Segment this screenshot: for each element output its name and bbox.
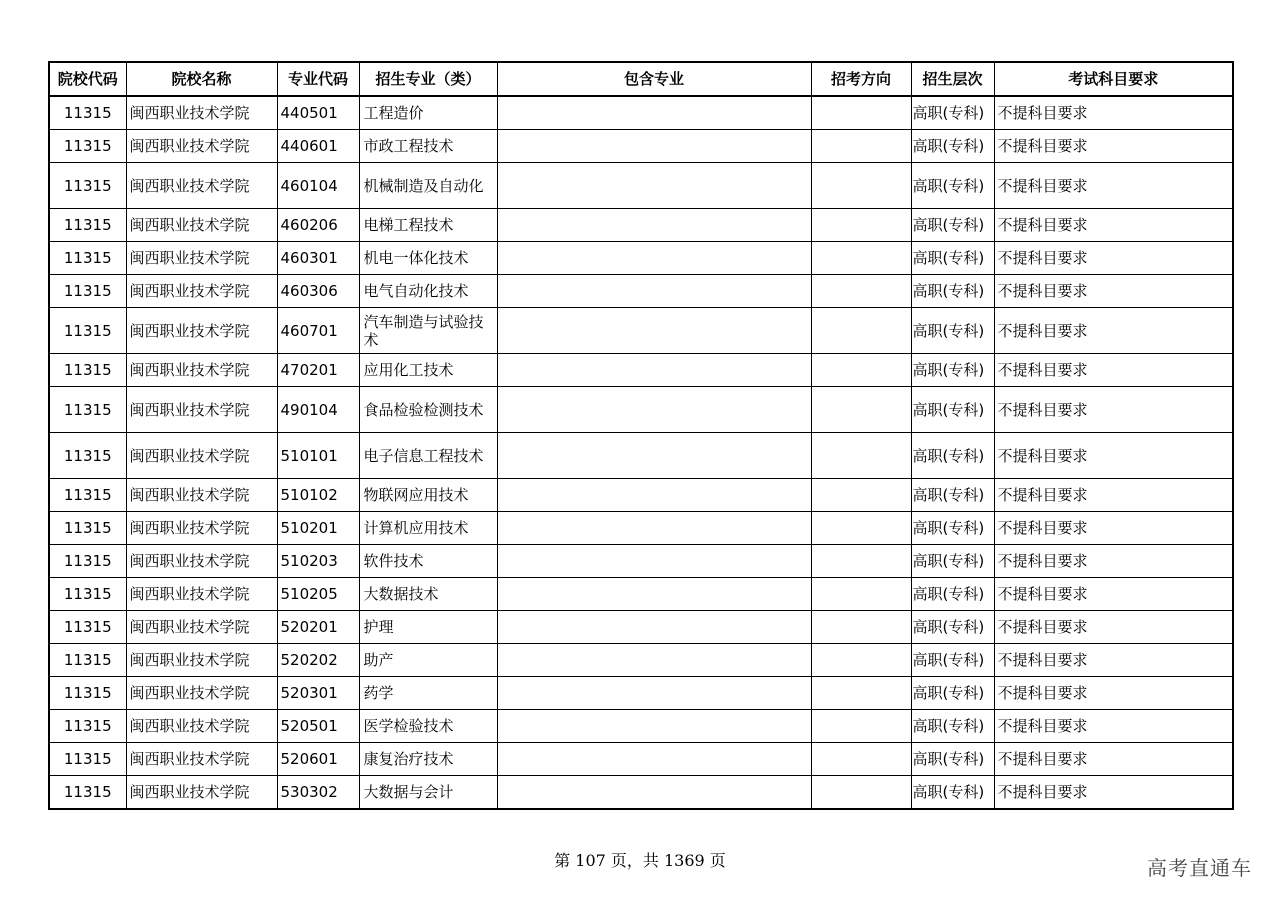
cell-school-name: 闽西职业技术学院 [126, 96, 277, 130]
cell-requirement: 不提科目要求 [994, 130, 1233, 163]
cell-major: 大数据技术 [359, 578, 497, 611]
cell-school-code: 11315 [49, 163, 126, 209]
table-row [49, 242, 1233, 275]
cell-level: 高职(专科) [911, 130, 994, 163]
cell-school-name: 闽西职业技术学院 [126, 163, 277, 209]
cell-requirement: 不提科目要求 [994, 710, 1233, 743]
cell-requirement: 不提科目要求 [994, 242, 1233, 275]
cell-included-majors [497, 242, 811, 275]
table-row [49, 308, 1233, 354]
cell-included-majors [497, 354, 811, 387]
cell-level: 高职(专科) [911, 710, 994, 743]
cell-major: 市政工程技术 [359, 130, 497, 163]
cell-direction [811, 677, 911, 710]
cell-included-majors [497, 387, 811, 433]
table-row [49, 677, 1233, 710]
table-row [49, 209, 1233, 242]
table-body [49, 96, 1233, 809]
cell-included-majors [497, 743, 811, 776]
cell-requirement: 不提科目要求 [994, 611, 1233, 644]
cell-school-code: 11315 [49, 275, 126, 308]
cell-requirement: 不提科目要求 [994, 354, 1233, 387]
cell-included-majors [497, 710, 811, 743]
cell-requirement: 不提科目要求 [994, 387, 1233, 433]
cell-school-name: 闽西职业技术学院 [126, 545, 277, 578]
cell-direction [811, 209, 911, 242]
cell-major-code: 490104 [277, 387, 359, 433]
cell-major-code: 510101 [277, 433, 359, 479]
cell-major-code: 460301 [277, 242, 359, 275]
cell-school-code: 11315 [49, 387, 126, 433]
cell-included-majors [497, 308, 811, 354]
cell-level: 高职(专科) [911, 677, 994, 710]
cell-major-code: 530302 [277, 776, 359, 810]
cell-major-code: 510102 [277, 479, 359, 512]
cell-school-code: 11315 [49, 308, 126, 354]
cell-school-code: 11315 [49, 578, 126, 611]
cell-school-name: 闽西职业技术学院 [126, 677, 277, 710]
cell-level: 高职(专科) [911, 545, 994, 578]
cell-requirement: 不提科目要求 [994, 275, 1233, 308]
cell-level: 高职(专科) [911, 512, 994, 545]
cell-direction [811, 545, 911, 578]
cell-school-name: 闽西职业技术学院 [126, 308, 277, 354]
cell-requirement: 不提科目要求 [994, 308, 1233, 354]
cell-included-majors [497, 644, 811, 677]
cell-requirement: 不提科目要求 [994, 545, 1233, 578]
cell-included-majors [497, 512, 811, 545]
header-school-code: 院校代码 [49, 62, 126, 96]
cell-major: 电子信息工程技术 [359, 433, 497, 479]
table-row [49, 354, 1233, 387]
cell-requirement: 不提科目要求 [994, 512, 1233, 545]
cell-major-code: 520301 [277, 677, 359, 710]
cell-requirement: 不提科目要求 [994, 433, 1233, 479]
cell-major: 护理 [359, 611, 497, 644]
cell-direction [811, 479, 911, 512]
cell-school-name: 闽西职业技术学院 [126, 743, 277, 776]
cell-requirement: 不提科目要求 [994, 644, 1233, 677]
table-row [49, 743, 1233, 776]
cell-school-name: 闽西职业技术学院 [126, 433, 277, 479]
cell-major: 工程造价 [359, 96, 497, 130]
admissions-table [48, 61, 1234, 810]
cell-direction [811, 578, 911, 611]
cell-school-code: 11315 [49, 433, 126, 479]
cell-direction [811, 354, 911, 387]
cell-major-code: 520201 [277, 611, 359, 644]
table-row [49, 479, 1233, 512]
cell-school-code: 11315 [49, 96, 126, 130]
table-row [49, 545, 1233, 578]
cell-school-code: 11315 [49, 242, 126, 275]
cell-direction [811, 644, 911, 677]
cell-major-code: 510203 [277, 545, 359, 578]
table-row [49, 387, 1233, 433]
cell-direction [811, 387, 911, 433]
cell-major: 康复治疗技术 [359, 743, 497, 776]
cell-major-code: 520601 [277, 743, 359, 776]
cell-direction [811, 433, 911, 479]
cell-school-name: 闽西职业技术学院 [126, 611, 277, 644]
cell-level: 高职(专科) [911, 644, 994, 677]
cell-school-code: 11315 [49, 644, 126, 677]
cell-school-name: 闽西职业技术学院 [126, 387, 277, 433]
cell-level: 高职(专科) [911, 433, 994, 479]
cell-requirement: 不提科目要求 [994, 743, 1233, 776]
cell-level: 高职(专科) [911, 578, 994, 611]
cell-level: 高职(专科) [911, 611, 994, 644]
cell-requirement: 不提科目要求 [994, 163, 1233, 209]
cell-level: 高职(专科) [911, 275, 994, 308]
cell-major: 电气自动化技术 [359, 275, 497, 308]
cell-school-name: 闽西职业技术学院 [126, 130, 277, 163]
cell-school-code: 11315 [49, 710, 126, 743]
cell-level: 高职(专科) [911, 163, 994, 209]
cell-included-majors [497, 677, 811, 710]
cell-level: 高职(专科) [911, 209, 994, 242]
cell-included-majors [497, 578, 811, 611]
table-header-row [49, 62, 1233, 96]
cell-school-name: 闽西职业技术学院 [126, 578, 277, 611]
cell-school-code: 11315 [49, 677, 126, 710]
cell-included-majors [497, 130, 811, 163]
cell-school-name: 闽西职业技术学院 [126, 354, 277, 387]
cell-direction [811, 710, 911, 743]
cell-included-majors [497, 96, 811, 130]
table-row [49, 163, 1233, 209]
cell-level: 高职(专科) [911, 308, 994, 354]
cell-level: 高职(专科) [911, 743, 994, 776]
cell-school-name: 闽西职业技术学院 [126, 242, 277, 275]
table-row [49, 578, 1233, 611]
cell-major: 大数据与会计 [359, 776, 497, 810]
cell-included-majors [497, 611, 811, 644]
cell-school-code: 11315 [49, 512, 126, 545]
cell-direction [811, 776, 911, 810]
cell-major: 机械制造及自动化 [359, 163, 497, 209]
cell-school-name: 闽西职业技术学院 [126, 479, 277, 512]
cell-included-majors [497, 433, 811, 479]
cell-level: 高职(专科) [911, 387, 994, 433]
cell-school-code: 11315 [49, 354, 126, 387]
cell-level: 高职(专科) [911, 479, 994, 512]
cell-direction [811, 275, 911, 308]
table-row [49, 644, 1233, 677]
cell-direction [811, 743, 911, 776]
table-row [49, 433, 1233, 479]
cell-school-code: 11315 [49, 479, 126, 512]
cell-requirement: 不提科目要求 [994, 479, 1233, 512]
cell-direction [811, 512, 911, 545]
cell-school-name: 闽西职业技术学院 [126, 209, 277, 242]
watermark: 高考直通车 [1147, 856, 1252, 880]
cell-requirement: 不提科目要求 [994, 209, 1233, 242]
table-row [49, 130, 1233, 163]
cell-direction [811, 96, 911, 130]
cell-major-code: 510205 [277, 578, 359, 611]
cell-included-majors [497, 776, 811, 810]
cell-requirement: 不提科目要求 [994, 578, 1233, 611]
cell-direction [811, 163, 911, 209]
header-level: 招生层次 [911, 62, 994, 96]
cell-major: 软件技术 [359, 545, 497, 578]
table-row [49, 611, 1233, 644]
header-major: 招生专业（类） [359, 62, 497, 96]
table-row [49, 96, 1233, 130]
table-row [49, 512, 1233, 545]
cell-level: 高职(专科) [911, 776, 994, 810]
cell-major-code: 460206 [277, 209, 359, 242]
cell-major-code: 460701 [277, 308, 359, 354]
table-row [49, 275, 1233, 308]
cell-school-code: 11315 [49, 776, 126, 810]
cell-direction [811, 611, 911, 644]
cell-school-name: 闽西职业技术学院 [126, 710, 277, 743]
cell-major: 助产 [359, 644, 497, 677]
cell-major: 物联网应用技术 [359, 479, 497, 512]
cell-included-majors [497, 275, 811, 308]
cell-school-name: 闽西职业技术学院 [126, 512, 277, 545]
cell-level: 高职(专科) [911, 242, 994, 275]
cell-major-code: 460306 [277, 275, 359, 308]
header-included-majors: 包含专业 [497, 62, 811, 96]
cell-school-code: 11315 [49, 130, 126, 163]
cell-major: 汽车制造与试验技术 [359, 308, 497, 354]
cell-major-code: 510201 [277, 512, 359, 545]
table-row [49, 776, 1233, 810]
cell-major-code: 440501 [277, 96, 359, 130]
cell-direction [811, 130, 911, 163]
cell-major: 食品检验检测技术 [359, 387, 497, 433]
cell-major-code: 460104 [277, 163, 359, 209]
header-school-name: 院校名称 [126, 62, 277, 96]
cell-major: 计算机应用技术 [359, 512, 497, 545]
cell-requirement: 不提科目要求 [994, 677, 1233, 710]
cell-major: 电梯工程技术 [359, 209, 497, 242]
header-requirement: 考试科目要求 [994, 62, 1233, 96]
cell-major-code: 470201 [277, 354, 359, 387]
cell-direction [811, 242, 911, 275]
table-row [49, 710, 1233, 743]
cell-level: 高职(专科) [911, 96, 994, 130]
cell-requirement: 不提科目要求 [994, 776, 1233, 810]
cell-school-name: 闽西职业技术学院 [126, 275, 277, 308]
cell-school-code: 11315 [49, 743, 126, 776]
cell-direction [811, 308, 911, 354]
cell-school-code: 11315 [49, 611, 126, 644]
cell-major-code: 440601 [277, 130, 359, 163]
cell-major: 机电一体化技术 [359, 242, 497, 275]
cell-included-majors [497, 479, 811, 512]
cell-major: 医学检验技术 [359, 710, 497, 743]
cell-major: 药学 [359, 677, 497, 710]
cell-included-majors [497, 545, 811, 578]
cell-school-code: 11315 [49, 209, 126, 242]
cell-school-name: 闽西职业技术学院 [126, 776, 277, 810]
cell-requirement: 不提科目要求 [994, 96, 1233, 130]
header-major-code: 专业代码 [277, 62, 359, 96]
page-number: 第 107 页，共 1369 页 [554, 851, 726, 870]
cell-school-code: 11315 [49, 545, 126, 578]
header-direction: 招考方向 [811, 62, 911, 96]
cell-major-code: 520501 [277, 710, 359, 743]
cell-included-majors [497, 163, 811, 209]
cell-major-code: 520202 [277, 644, 359, 677]
cell-major: 应用化工技术 [359, 354, 497, 387]
cell-included-majors [497, 209, 811, 242]
cell-level: 高职(专科) [911, 354, 994, 387]
cell-school-name: 闽西职业技术学院 [126, 644, 277, 677]
